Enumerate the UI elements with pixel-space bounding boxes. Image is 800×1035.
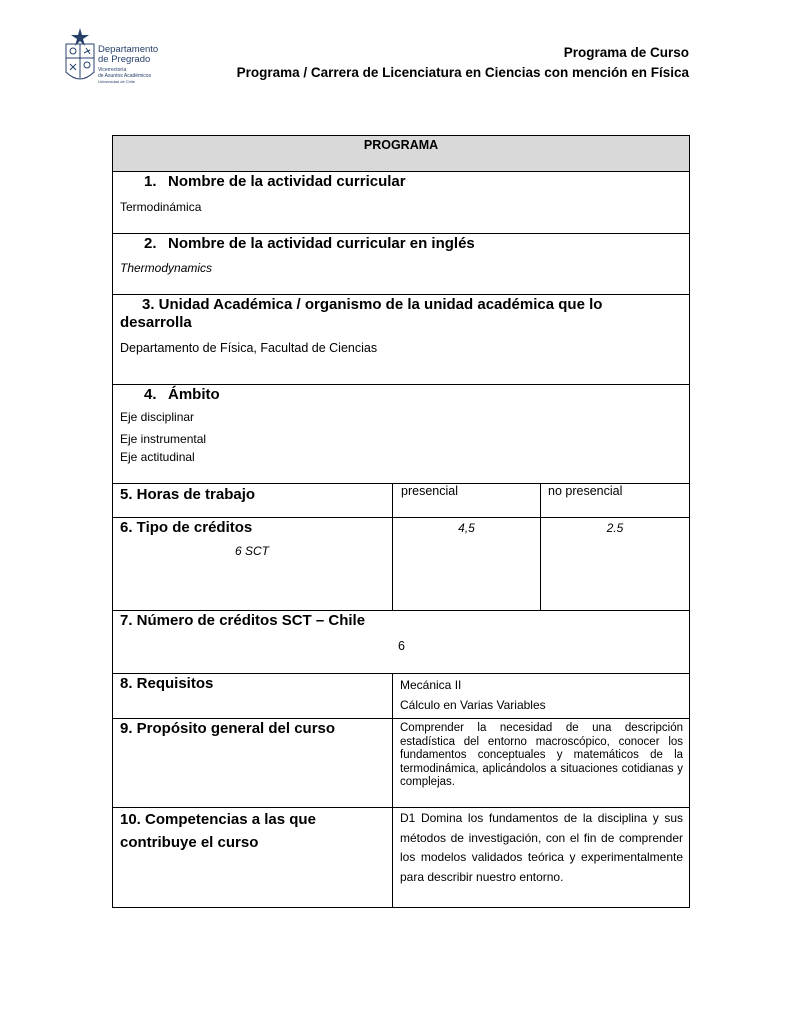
section-6-heading: 6. Tipo de créditos xyxy=(120,519,253,536)
section-1-title: Nombre de la actividad curricular xyxy=(168,173,406,190)
ambito-item: Eje disciplinar xyxy=(120,410,195,424)
crest-icon xyxy=(66,44,94,79)
section-3-heading-line-2: desarrolla xyxy=(120,314,192,331)
section-2-value: Thermodynamics xyxy=(120,261,213,275)
section-2-heading xyxy=(113,234,689,252)
section-10-value: D1 Domina los fundamentos de la disciplina y sus métodos de investigación, con el fin de comprender los modelos validados teórica y experimentalmente para describir nuestro entorno. xyxy=(400,811,684,884)
section-5-row xyxy=(113,484,690,518)
logo-text xyxy=(98,45,158,84)
section-2-row xyxy=(113,234,690,295)
section-7 xyxy=(113,611,690,674)
section-4 xyxy=(113,385,690,484)
section-1-value: Termodinámica xyxy=(120,200,202,214)
credits-presencial-value: 4,5 xyxy=(458,521,475,535)
section-8-row xyxy=(113,674,690,719)
logo-line-5: Universidad de Chile xyxy=(98,79,135,84)
program-table xyxy=(112,135,690,908)
section-2-title: Nombre de la actividad curricular en inglés xyxy=(168,235,475,252)
table-title-row xyxy=(113,136,690,172)
section-6 xyxy=(113,518,393,611)
section-2 xyxy=(113,234,690,295)
presencial-label: presencial xyxy=(401,484,458,498)
logo-line-3: Vicerrectoría xyxy=(98,67,127,73)
section-2-number: 2. xyxy=(144,235,157,252)
requisite-item: Mecánica II xyxy=(400,678,462,692)
section-3-value: Departamento de Física, Facultad de Ciencias xyxy=(120,341,378,355)
section-3 xyxy=(113,295,690,385)
section-4-number: 4. xyxy=(144,386,157,403)
ambito-item: Eje instrumental xyxy=(120,432,207,446)
section-3-row xyxy=(113,295,690,385)
section-1-heading xyxy=(113,172,689,190)
credits-no-presencial xyxy=(541,518,690,611)
document-title: Programa de Curso xyxy=(563,45,689,60)
section-7-heading: 7. Número de créditos SCT – Chile xyxy=(120,612,366,629)
section-9-heading: 9. Propósito general del curso xyxy=(120,720,336,737)
section-4-heading xyxy=(113,385,689,403)
hours-presencial-header xyxy=(393,484,541,518)
section-7-value: 6 xyxy=(398,639,405,653)
section-4-title: Ámbito xyxy=(168,386,220,403)
table-title: PROGRAMA xyxy=(113,136,690,172)
logo-line-4: de Asuntos Académicos xyxy=(98,73,152,79)
star-icon xyxy=(71,28,89,46)
section-7-row xyxy=(113,611,690,674)
ambito-item: Eje actitudinal xyxy=(120,450,195,464)
document-subtitle: Programa / Carrera de Licenciatura en Ciencias con mención en Física xyxy=(236,65,689,80)
section-8-heading: 8. Requisitos xyxy=(120,675,214,692)
credits-no-presencial-value: 2.5 xyxy=(606,521,624,535)
section-1-row xyxy=(113,172,690,234)
section-10-row xyxy=(113,808,690,908)
section-1 xyxy=(113,172,690,234)
section-10-heading-line-1: 10. Competencias a las que xyxy=(120,811,316,828)
section-6-value: 6 SCT xyxy=(235,544,270,558)
section-8 xyxy=(113,674,393,719)
section-10-heading-line-2: contribuye el curso xyxy=(120,834,259,851)
requisites-list xyxy=(393,674,690,719)
section-4-row xyxy=(113,385,690,484)
requisite-item: Cálculo en Varias Variables xyxy=(400,698,546,712)
section-10 xyxy=(113,808,393,908)
section-9-value: Comprender la necesidad de una descripción estadística del entorno macroscópico, conocer los fundamentos conceptuales y matemáticos de la termodinámica, aplicándolos a situaciones cotidianas y complejas. xyxy=(400,722,684,788)
section-6-row xyxy=(113,518,690,611)
course-purpose xyxy=(393,719,690,808)
hours-no-presencial-header xyxy=(541,484,690,518)
section-5-heading: 5. Horas de trabajo xyxy=(120,486,256,503)
logo-line-2: de Pregrado xyxy=(98,54,151,65)
logo-line-1: Departamento xyxy=(98,44,159,55)
competencies xyxy=(393,808,690,908)
section-1-number: 1. xyxy=(144,173,157,190)
section-9-row xyxy=(113,719,690,808)
section-5 xyxy=(113,484,393,518)
credits-presencial xyxy=(393,518,541,611)
section-3-heading-line-1: 3. Unidad Académica / organismo de la unidad académica que lo xyxy=(142,296,603,313)
no-presencial-label: no presencial xyxy=(548,484,623,498)
section-9 xyxy=(113,719,393,808)
